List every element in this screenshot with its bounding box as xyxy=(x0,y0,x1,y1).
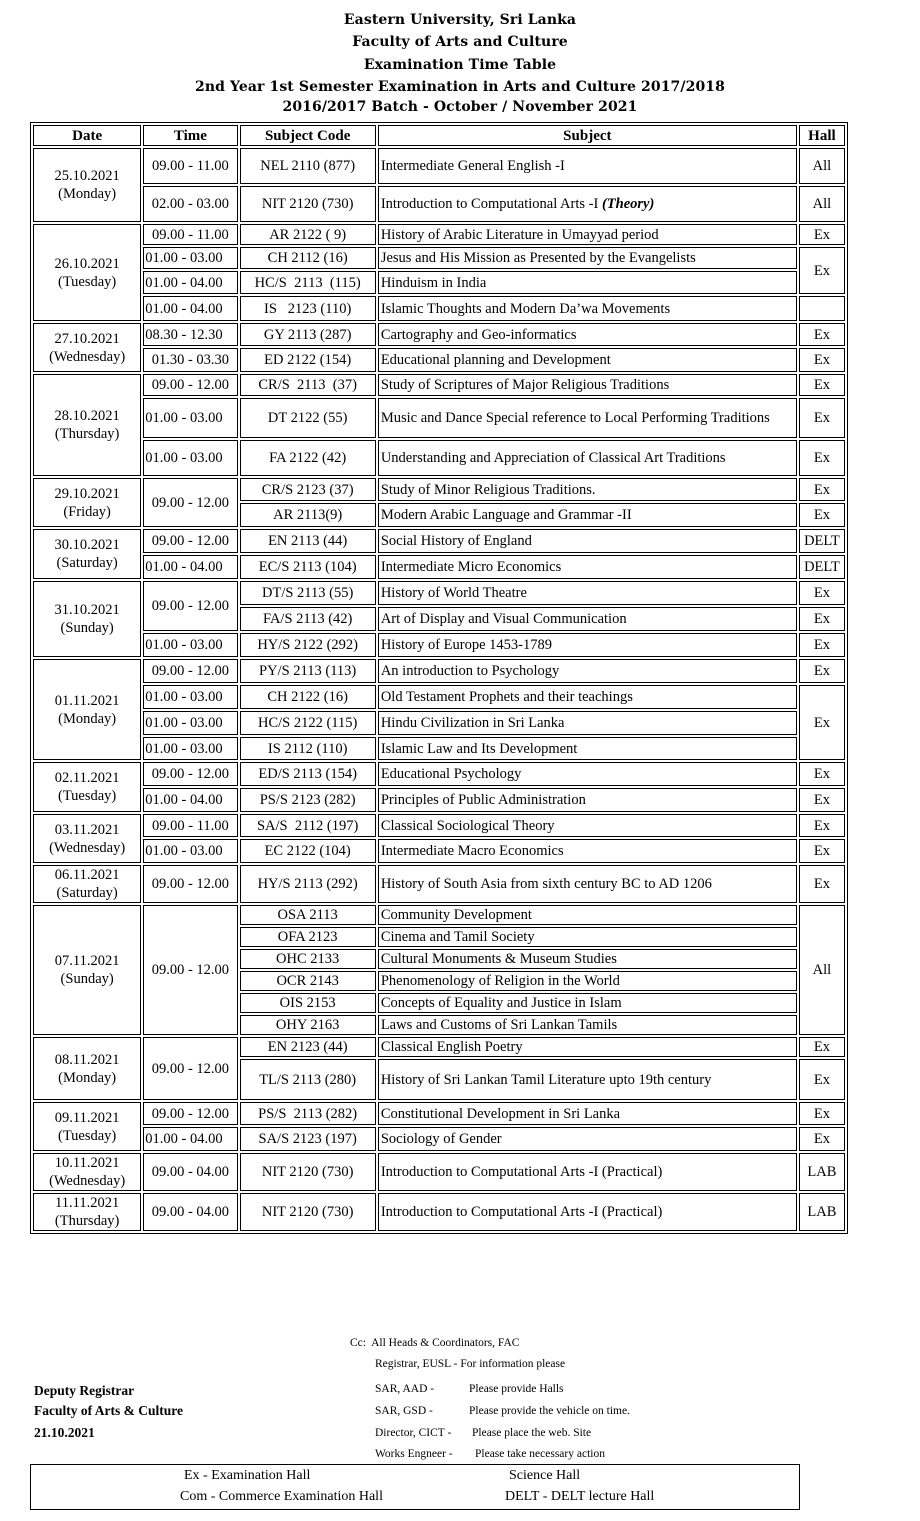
subject-name xyxy=(378,478,797,501)
table-row xyxy=(33,555,845,579)
exam-day: (Saturday) xyxy=(56,885,118,901)
exam-date-cell xyxy=(33,905,141,1035)
subject-name xyxy=(378,374,797,396)
subject-code: OFA 2123 xyxy=(240,927,376,947)
subject-code: CH 2122 (16) xyxy=(240,685,376,709)
subject-name xyxy=(378,323,797,346)
exam-time: 01.00 - 03.00 xyxy=(143,737,237,760)
subject-code: CR/S 2113 (37) xyxy=(240,374,376,396)
exam-hall: Ex xyxy=(799,503,845,527)
exam-hall: Ex xyxy=(799,581,845,605)
subject-code: EN 2113 (44) xyxy=(240,529,376,553)
subject-name xyxy=(378,1153,797,1191)
exam-date: 11.11.2021 xyxy=(55,1195,120,1211)
exam-day: (Saturday) xyxy=(56,555,118,571)
exam-time: 09.00 - 11.00 xyxy=(143,814,237,837)
subject-title: Hindu Civilization in Sri Lanka xyxy=(380,715,565,731)
table-row xyxy=(33,271,845,294)
exam-hall: Ex xyxy=(799,478,845,501)
exam-date: 27.10.2021 xyxy=(54,330,120,347)
subject-title: Phenomenology of Religion in the World xyxy=(380,973,620,989)
subject-title: Educational planning and Development xyxy=(380,352,611,368)
exam-time: 01.00 - 04.00 xyxy=(143,1127,237,1151)
subject-title: History of South Asia from sixth century BC to AD 1206 xyxy=(380,876,712,892)
exam-time: 01.00 - 03.00 xyxy=(143,633,237,657)
subject-title: Understanding and Appreciation of Classical Art Traditions xyxy=(380,450,726,466)
table-row xyxy=(33,905,845,925)
exam-date-cell xyxy=(33,814,141,863)
table-row xyxy=(33,148,845,184)
subject-title: Islamic Thoughts and Modern Da’wa Movements xyxy=(380,300,671,317)
cc-note: Please place the web. Site xyxy=(472,1427,592,1439)
subject-code: SA/S 2112 (197) xyxy=(240,814,376,837)
exam-date: 09.11.2021 xyxy=(54,1109,120,1126)
subject-name xyxy=(378,1193,797,1231)
table-row xyxy=(33,865,845,903)
subject-name xyxy=(378,1037,797,1057)
exam-hall: Ex xyxy=(799,659,845,683)
exam-time: 09.00 - 12.00 xyxy=(143,478,237,527)
table-row xyxy=(33,440,845,476)
subject-title: Modern Arabic Language and Grammar -II xyxy=(380,507,632,523)
subject-name xyxy=(378,247,797,269)
hall-legend xyxy=(30,1464,800,1510)
subject-name xyxy=(378,814,797,837)
subject-name xyxy=(378,271,797,294)
subject-name xyxy=(378,865,797,903)
exam-hall: All xyxy=(799,148,845,184)
exam-day: (Friday) xyxy=(63,503,111,520)
subject-title: Art of Display and Visual Communication xyxy=(380,611,627,627)
subject-title: Introduction to Computational Arts -I (Practical) xyxy=(380,1204,663,1220)
table-row xyxy=(33,1102,845,1125)
exam-hall: DELT xyxy=(799,529,845,553)
subject-code: PY/S 2113 (113) xyxy=(240,659,376,683)
exam-date-cell xyxy=(33,1153,141,1191)
exam-day: (Monday) xyxy=(58,710,117,727)
table-header-row xyxy=(33,125,845,146)
exam-hall: Ex xyxy=(799,607,845,631)
subject-title: Cultural Monuments & Museum Studies xyxy=(380,951,617,967)
document-title: Examination Time Table xyxy=(363,57,557,73)
exam-date-cell xyxy=(33,1037,141,1100)
subject-code: EC 2122 (104) xyxy=(240,839,376,863)
subject-name xyxy=(378,348,797,372)
exam-time: 09.00 - 12.00 xyxy=(143,529,237,553)
exam-time: 01.00 - 03.00 xyxy=(143,398,237,438)
exam-time: 01.00 - 03.00 xyxy=(143,711,237,735)
table-row xyxy=(33,581,845,605)
exam-time: 01.00 - 03.00 xyxy=(143,247,237,269)
subject-code: NIT 2120 (730) xyxy=(240,186,376,222)
exam-hall: Ex xyxy=(799,1037,845,1057)
subject-title: Sociology of Gender xyxy=(380,1131,502,1147)
legend-ex: Ex - Examination Hall xyxy=(184,1468,311,1483)
exam-date: 07.11.2021 xyxy=(54,953,120,969)
cc-recipient: All Heads & Coordinators, FAC xyxy=(371,1337,520,1349)
subject-code: GY 2113 (287) xyxy=(240,323,376,346)
subject-code: PS/S 2113 (282) xyxy=(240,1102,376,1125)
subject-code: HY/S 2113 (292) xyxy=(240,865,376,903)
subject-title: Constitutional Development in Sri Lanka xyxy=(380,1105,621,1122)
subject-title: History of Arabic Literature in Umayyad period xyxy=(380,226,659,243)
cc-recipient: Registrar, EUSL - For information please xyxy=(375,1358,566,1370)
subject-name xyxy=(378,1102,797,1125)
exam-hall: Ex xyxy=(799,762,845,786)
table-row xyxy=(33,762,845,786)
table-row xyxy=(33,247,845,269)
subject-code: EC/S 2113 (104) xyxy=(240,555,376,579)
exam-day: (Thursday) xyxy=(54,1213,120,1229)
exam-day: (Monday) xyxy=(58,1069,117,1086)
exam-time: 09.00 - 04.00 xyxy=(143,1153,237,1191)
exam-time: 09.00 - 12.00 xyxy=(143,865,237,903)
signatory-faculty: Faculty of Arts & Culture xyxy=(34,1403,183,1418)
exam-hall: Ex xyxy=(799,224,845,245)
exam-date-cell xyxy=(33,529,141,579)
subject-code: NIT 2120 (730) xyxy=(240,1153,376,1191)
exam-day: (Tuesday) xyxy=(57,273,117,290)
exam-date-cell xyxy=(33,581,141,657)
subject-title: Study of Minor Religious Traditions. xyxy=(380,481,596,498)
subject-code: FA/S 2113 (42) xyxy=(240,607,376,631)
subject-name xyxy=(378,711,797,735)
subject-qualifier: (Theory) xyxy=(601,196,655,212)
subject-code: FA 2122 (42) xyxy=(240,440,376,476)
subject-title: History of Sri Lankan Tamil Literature upto 19th century xyxy=(380,1071,712,1088)
exam-date-cell xyxy=(33,762,141,812)
legend-delt: DELT - DELT lecture Hall xyxy=(505,1489,655,1504)
exam-time: 01.00 - 04.00 xyxy=(143,271,237,294)
subject-code: IS 2123 (110) xyxy=(240,296,376,321)
exam-time: 09.00 - 11.00 xyxy=(143,224,237,245)
subject-name xyxy=(378,839,797,863)
exam-time: 01.00 - 04.00 xyxy=(143,788,237,812)
subject-name xyxy=(378,581,797,605)
exam-hall: Ex xyxy=(799,1059,845,1100)
exam-day: (Sunday) xyxy=(60,620,114,636)
exam-date-cell xyxy=(33,374,141,476)
batch-line: 2016/2017 Batch - October / November 2021 xyxy=(282,99,638,115)
subject-title: History of World Theatre xyxy=(380,585,527,601)
table-row xyxy=(33,374,845,396)
subject-name xyxy=(378,186,797,222)
subject-title: Classical Sociological Theory xyxy=(380,817,555,834)
exam-date-cell xyxy=(33,323,141,372)
subject-name xyxy=(378,788,797,812)
subject-title: Classical English Poetry xyxy=(380,1039,523,1055)
subject-name xyxy=(378,905,797,925)
exam-hall: All xyxy=(799,905,845,1035)
subject-code: PS/S 2123 (282) xyxy=(240,788,376,812)
table-row xyxy=(33,529,845,553)
subject-title: Old Testament Prophets and their teachings xyxy=(380,689,633,705)
subject-name xyxy=(378,927,797,947)
column-header-time: Time xyxy=(143,125,237,146)
subject-title: Laws and Customs of Sri Lankan Tamils xyxy=(380,1017,618,1033)
subject-title: Music and Dance Special reference to Local Performing Traditions xyxy=(380,410,770,426)
exam-title: 2nd Year 1st Semester Examination in Arts and Culture 2017/2018 xyxy=(195,79,725,95)
subject-name xyxy=(378,529,797,553)
subject-name xyxy=(378,659,797,683)
subject-name xyxy=(378,949,797,969)
exam-date-cell xyxy=(33,865,141,903)
exam-date: 02.11.2021 xyxy=(54,770,120,786)
exam-time: 01.00 - 03.00 xyxy=(143,440,237,476)
subject-name xyxy=(378,1059,797,1100)
exam-date-cell xyxy=(33,1193,141,1231)
exam-hall: Ex xyxy=(799,839,845,863)
cc-recipient: Works Engneer - xyxy=(375,1448,453,1460)
subject-name xyxy=(378,398,797,438)
exam-time: 08.30 - 12.30 xyxy=(143,323,237,346)
subject-code: DT/S 2113 (55) xyxy=(240,581,376,605)
exam-time: 09.00 - 11.00 xyxy=(143,148,237,184)
exam-date-cell xyxy=(33,224,141,321)
exam-date: 01.11.2021 xyxy=(54,692,120,709)
exam-time: 09.00 - 12.00 xyxy=(143,659,237,683)
subject-code: NIT 2120 (730) xyxy=(240,1193,376,1231)
subject-name xyxy=(378,993,797,1013)
subject-title: Educational Psychology xyxy=(380,766,522,782)
exam-hall: Ex xyxy=(799,788,845,812)
subject-code: IS 2112 (110) xyxy=(240,737,376,760)
exam-time: 09.00 - 04.00 xyxy=(143,1193,237,1231)
subject-title: Islamic Law and Its Development xyxy=(380,740,578,757)
signatory-title: Deputy Registrar xyxy=(34,1383,135,1398)
table-row xyxy=(33,788,845,812)
subject-code: HY/S 2122 (292) xyxy=(240,633,376,657)
table-row xyxy=(33,685,845,709)
subject-code: NEL 2110 (877) xyxy=(240,148,376,184)
subject-code: OSA 2113 xyxy=(240,905,376,925)
subject-title: Principles of Public Administration xyxy=(380,792,586,808)
subject-code: OHC 2133 xyxy=(240,949,376,969)
subject-name xyxy=(378,1127,797,1151)
faculty-name: Faculty of Arts and Culture xyxy=(352,34,568,50)
subject-code: OIS 2153 xyxy=(240,993,376,1013)
exam-time: 02.00 - 03.00 xyxy=(143,186,237,222)
exam-hall: Ex xyxy=(799,398,845,438)
cc-note: Please provide Halls xyxy=(469,1383,564,1395)
table-row xyxy=(33,186,845,222)
exam-time: 09.00 - 12.00 xyxy=(143,374,237,396)
exam-date: 25.10.2021 xyxy=(54,168,120,184)
legend-science: Science Hall xyxy=(509,1468,581,1483)
subject-code: OHY 2163 xyxy=(240,1015,376,1035)
subject-title: Cartography and Geo-informatics xyxy=(380,326,577,343)
subject-name xyxy=(378,1015,797,1035)
exam-day: (Wednesday) xyxy=(49,1173,126,1189)
subject-title: Concepts of Equality and Justice in Islam xyxy=(380,995,622,1011)
exam-day: (Tuesday) xyxy=(57,788,117,804)
exam-date: 10.11.2021 xyxy=(54,1155,120,1171)
subject-code: HC/S 2113 (115) xyxy=(240,271,376,294)
exam-date-cell xyxy=(33,478,141,527)
table-row xyxy=(33,398,845,438)
table-row xyxy=(33,814,845,837)
exam-time: 09.00 - 12.00 xyxy=(143,581,237,631)
subject-name xyxy=(378,607,797,631)
subject-code: DT 2122 (55) xyxy=(240,398,376,438)
exam-date-cell xyxy=(33,1102,141,1151)
table-row xyxy=(33,633,845,657)
exam-hall: DELT xyxy=(799,555,845,579)
table-row xyxy=(33,1193,845,1231)
exam-date-cell xyxy=(33,148,141,222)
exam-hall: Ex xyxy=(799,1102,845,1125)
table-row xyxy=(33,296,845,321)
exam-time: 01.00 - 04.00 xyxy=(143,296,237,321)
subject-name xyxy=(378,148,797,184)
table-row xyxy=(33,1037,845,1057)
subject-title: Intermediate General English -I xyxy=(380,158,565,174)
exam-hall: Ex xyxy=(799,685,845,760)
subject-code: SA/S 2123 (197) xyxy=(240,1127,376,1151)
subject-name xyxy=(378,440,797,476)
table-row xyxy=(33,839,845,863)
university-name: Eastern University, Sri Lanka xyxy=(343,12,577,28)
exam-day: (Tuesday) xyxy=(57,1127,117,1144)
exam-hall: Ex xyxy=(799,440,845,476)
cc-recipient: Director, CICT - xyxy=(375,1427,452,1439)
subject-code: TL/S 2113 (280) xyxy=(240,1059,376,1100)
exam-hall: Ex xyxy=(799,814,845,837)
exam-hall: Ex xyxy=(799,323,845,346)
subject-title: Hinduism in India xyxy=(380,274,487,291)
column-header-subject-code: Subject Code xyxy=(240,125,376,146)
subject-code: AR 2122 ( 9) xyxy=(240,224,376,245)
subject-code: CR/S 2123 (37) xyxy=(240,478,376,501)
exam-hall: Ex xyxy=(799,374,845,396)
subject-name xyxy=(378,503,797,527)
subject-title: Introduction to Computational Arts -I xyxy=(380,196,599,212)
subject-name xyxy=(378,555,797,579)
exam-day: (Thursday) xyxy=(54,426,120,442)
subject-title: Community Development xyxy=(380,907,532,923)
exam-time: 09.00 - 12.00 xyxy=(143,905,237,1035)
exam-date: 29.10.2021 xyxy=(54,485,120,502)
exam-hall: LAB xyxy=(799,1153,845,1191)
subject-title: Jesus and His Mission as Presented by the Evangelists xyxy=(380,250,696,266)
exam-hall: Ex xyxy=(799,865,845,903)
exam-time: 01.00 - 03.00 xyxy=(143,839,237,863)
exam-date: 30.10.2021 xyxy=(54,537,120,553)
exam-date: 08.11.2021 xyxy=(54,1051,120,1068)
exam-hall: Ex xyxy=(799,633,845,657)
exam-time: 01.00 - 03.00 xyxy=(143,685,237,709)
exam-timetable xyxy=(30,122,848,1234)
subject-code: AR 2113(9) xyxy=(240,503,376,527)
subject-title: Cinema and Tamil Society xyxy=(380,929,535,945)
exam-day: (Wednesday) xyxy=(49,839,126,856)
subject-name xyxy=(378,224,797,245)
subject-title: An introduction to Psychology xyxy=(380,663,560,679)
table-row xyxy=(33,711,845,735)
table-row xyxy=(33,224,845,245)
exam-hall: LAB xyxy=(799,1193,845,1231)
exam-date-cell xyxy=(33,659,141,760)
exam-date: 28.10.2021 xyxy=(54,408,120,424)
cc-first-line xyxy=(350,1337,519,1349)
table-row xyxy=(33,348,845,372)
exam-time: 01.30 - 03.30 xyxy=(143,348,237,372)
subject-code: CH 2112 (16) xyxy=(240,247,376,269)
exam-hall: Ex xyxy=(799,348,845,372)
table-row xyxy=(33,737,845,760)
exam-time: 01.00 - 04.00 xyxy=(143,555,237,579)
table-row xyxy=(33,1127,845,1151)
subject-code: OCR 2143 xyxy=(240,971,376,991)
table-row xyxy=(33,1153,845,1191)
exam-date: 06.11.2021 xyxy=(54,867,120,883)
subject-name xyxy=(378,633,797,657)
signature-date: 21.10.2021 xyxy=(34,1425,95,1440)
table-row xyxy=(33,478,845,501)
legend-com: Com - Commerce Examination Hall xyxy=(180,1489,383,1504)
subject-title: Introduction to Computational Arts -I (Practical) xyxy=(380,1164,663,1180)
exam-date: 03.11.2021 xyxy=(54,821,120,838)
exam-date: 26.10.2021 xyxy=(54,255,120,272)
cc-note: Please provide the vehicle on time. xyxy=(469,1405,630,1417)
exam-date: 31.10.2021 xyxy=(54,602,120,618)
exam-day: (Sunday) xyxy=(60,971,114,987)
table-row xyxy=(33,659,845,683)
subject-name xyxy=(378,296,797,321)
table-row xyxy=(33,323,845,346)
cc-label: Cc: xyxy=(350,1337,366,1349)
subject-name xyxy=(378,762,797,786)
exam-hall: All xyxy=(799,186,845,222)
subject-code: EN 2123 (44) xyxy=(240,1037,376,1057)
exam-time: 09.00 - 12.00 xyxy=(143,1037,237,1100)
column-header-subject: Subject xyxy=(378,125,797,146)
subject-code: HC/S 2122 (115) xyxy=(240,711,376,735)
exam-hall: Ex xyxy=(799,1127,845,1151)
exam-day: (Monday) xyxy=(58,186,117,202)
exam-hall xyxy=(799,296,845,321)
subject-code: ED 2122 (154) xyxy=(240,348,376,372)
cc-note: Please take necessary action xyxy=(475,1448,605,1460)
subject-name xyxy=(378,737,797,760)
subject-code: ED/S 2113 (154) xyxy=(240,762,376,786)
subject-title: Intermediate Micro Economics xyxy=(380,559,562,575)
subject-title: Study of Scriptures of Major Religious Traditions xyxy=(380,377,670,393)
exam-hall: Ex xyxy=(799,247,845,294)
exam-time: 09.00 - 12.00 xyxy=(143,1102,237,1125)
cc-recipient: SAR, AAD - xyxy=(375,1383,435,1395)
subject-name xyxy=(378,971,797,991)
subject-title: Social History of England xyxy=(380,533,532,549)
exam-time: 09.00 - 12.00 xyxy=(143,762,237,786)
subject-title: History of Europe 1453-1789 xyxy=(380,637,552,653)
subject-title: Intermediate Macro Economics xyxy=(380,843,564,859)
column-header-hall: Hall xyxy=(799,125,845,146)
subject-name xyxy=(378,685,797,709)
column-header-date: Date xyxy=(33,125,141,146)
cc-recipient: SAR, GSD - xyxy=(375,1405,433,1417)
exam-day: (Wednesday) xyxy=(49,348,126,365)
